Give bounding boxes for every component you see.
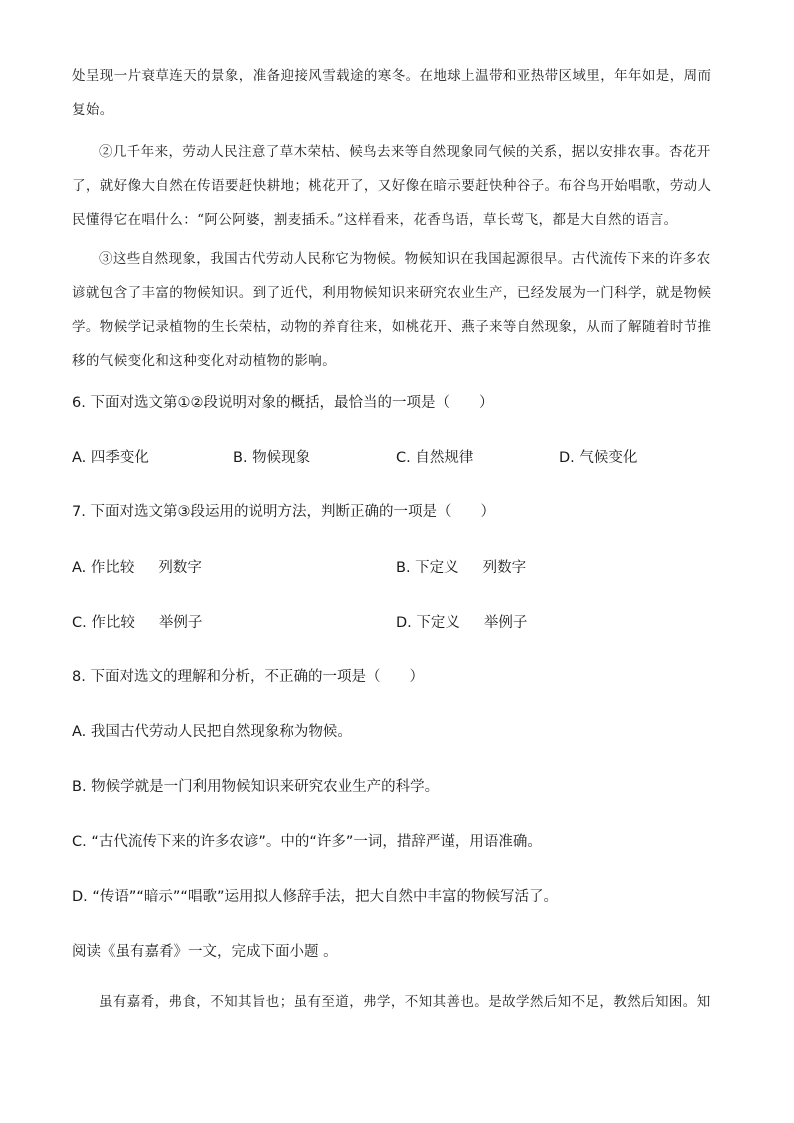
passage-line: 谚就包含了丰富的物候知识。到了近代，利用物候知识来研究农业生产，已经发展为一门科学，就是物候 bbox=[72, 285, 712, 301]
passage-line: 民懂得它在唱什么：“阿公阿婆，割麦插禾。”这样看来，花香鸟语，草长莺飞，都是大自然的语言。 bbox=[72, 212, 678, 228]
option-b[interactable]: B. 物候学就是一门利用物候知识来研究农业生产的科学。 bbox=[72, 779, 440, 795]
option-c-label: C. 作比较 bbox=[72, 615, 135, 631]
passage-line: 虽有嘉肴，弗食，不知其旨也；虽有至道，弗学，不知其善也。是故学然后知不足，教然后知困。知 bbox=[99, 994, 711, 1010]
question-7-stem: 7. 下面对选文第③段运用的说明方法，判断正确的一项是（ ） bbox=[72, 504, 495, 520]
option-c[interactable]: C. “古代流传下来的许多农谚”。中的“许多”一词，措辞严谨，用语准确。 bbox=[72, 834, 542, 850]
passage-line: ②几千年来，劳动人民注意了草木荣枯、候鸟去来等自然现象同气候的关系，据以安排农事。杏花开 bbox=[99, 144, 711, 160]
reading-instruction: 阅读《虽有嘉肴》一文，完成下面小题 。 bbox=[72, 944, 338, 960]
passage-line: 处呈现一片衰草连天的景象，准备迎接风雪载途的寒冬。在地球上温带和亚热带区域里，年年如是，周而 bbox=[72, 68, 712, 84]
option-d[interactable]: D. 气候变化 bbox=[559, 450, 638, 466]
option-b[interactable]: B. 物候现象 bbox=[233, 450, 311, 466]
option-d[interactable] bbox=[396, 613, 527, 633]
option-d[interactable]: D. “传语”“暗示”“唱歌”运用拟人修辞手法，把大自然中丰富的物候写活了。 bbox=[72, 889, 558, 905]
option-b-method: 列数字 bbox=[482, 560, 527, 576]
option-c-method: 举例子 bbox=[158, 615, 203, 631]
question-6-stem: 6. 下面对选文第①②段说明对象的概括，最恰当的一项是（ ） bbox=[72, 395, 494, 411]
passage-paragraph-2 bbox=[72, 135, 718, 237]
passage-line: 复始。 bbox=[72, 102, 114, 118]
option-d-label: D. 下定义 bbox=[396, 615, 460, 631]
passage-paragraph-3 bbox=[72, 242, 718, 378]
passage-paragraph-1 bbox=[72, 59, 718, 127]
classical-text bbox=[72, 985, 718, 1019]
option-a[interactable]: A. 我国古代劳动人民把自然现象称为物候。 bbox=[72, 724, 352, 740]
passage-line: 了，就好像大自然在传语要赶快耕地；桃花开了，又好像在暗示要赶快种谷子。布谷鸟开始唱歌，劳动人 bbox=[72, 178, 712, 194]
question-8-stem: 8. 下面对选文的理解和分析，不正确的一项是（ ） bbox=[72, 669, 424, 685]
option-d-method: 举例子 bbox=[483, 615, 528, 631]
passage-line: 学。物候学记录植物的生长荣枯，动物的养育往来，如桃花开、燕子来等自然现象，从而了解随着时节推 bbox=[72, 319, 712, 335]
option-c[interactable]: C. 自然规律 bbox=[396, 450, 474, 466]
option-b-label: B. 下定义 bbox=[396, 560, 459, 576]
option-b[interactable] bbox=[396, 558, 526, 578]
passage-line: 移的气候变化和这种变化对动植物的影响。 bbox=[72, 353, 337, 369]
option-c[interactable] bbox=[72, 613, 202, 633]
option-a-method: 列数字 bbox=[158, 560, 202, 576]
option-a-label: A. 作比较 bbox=[72, 560, 135, 576]
passage-line: ③这些自然现象，我国古代劳动人民称它为物候。物候知识在我国起源很早。古代流传下来的许多农 bbox=[99, 251, 711, 267]
option-a[interactable]: A. 四季变化 bbox=[72, 450, 149, 466]
option-a[interactable] bbox=[72, 558, 202, 578]
